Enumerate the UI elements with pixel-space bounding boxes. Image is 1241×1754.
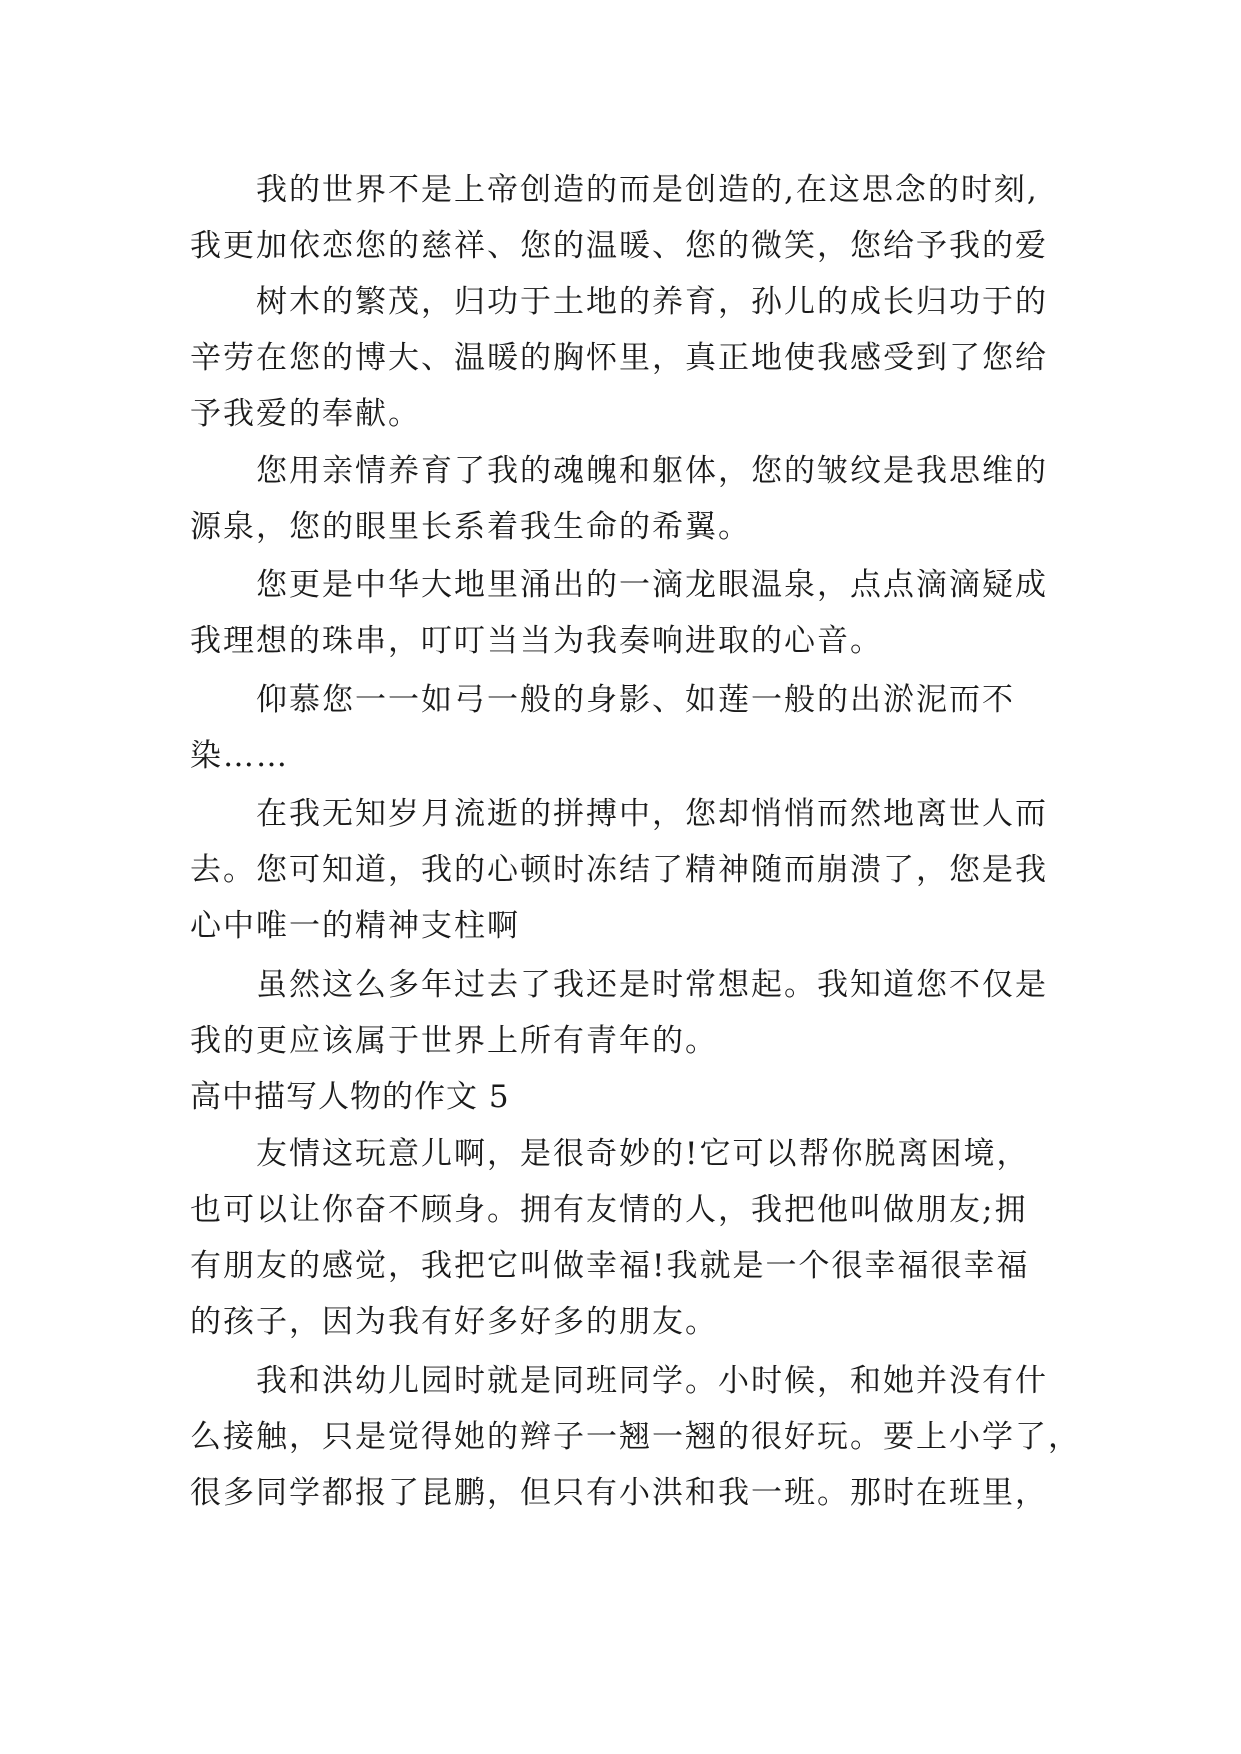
- text-line: 源泉，您的眼里长系着我生命的希翼。: [190, 509, 751, 545]
- text-line: 在我无知岁月流逝的拼搏中，您却悄悄而然地离世人而: [256, 796, 1048, 832]
- text-line: 我的世界不是上帝创造的而是创造的,在这思念的时刻,: [256, 172, 1039, 208]
- text-line: 的孩子，因为我有好多好多的朋友。: [190, 1304, 718, 1340]
- text-line: 么接触，只是觉得她的辫子一翘一翘的很好玩。要上小学了，: [190, 1419, 1081, 1455]
- text-line: 染……: [190, 738, 289, 774]
- text-line: 我的更应该属于世界上所有青年的。: [190, 1023, 718, 1059]
- text-line: 我和洪幼儿园时就是同班同学。小时候，和她并没有什: [256, 1363, 1048, 1399]
- text-line: 有朋友的感觉，我把它叫做幸福!我就是一个很幸福很幸福: [190, 1248, 1030, 1284]
- text-line: 辛劳在您的博大、温暖的胸怀里，真正地使我感受到了您给: [190, 340, 1048, 376]
- text-line: 我更加依恋您的慈祥、您的温暖、您的微笑，您给予我的爱: [190, 228, 1048, 264]
- text-line: 我理想的珠串，叮叮当当为我奏响进取的心音。: [190, 623, 883, 659]
- text-line: 树木的繁茂，归功于土地的养育，孙儿的成长归功于的: [256, 284, 1048, 320]
- text-line: 虽然这么多年过去了我还是时常想起。我知道您不仅是: [256, 967, 1048, 1003]
- text-line: 予我爱的奉献。: [190, 396, 421, 432]
- section-heading: 高中描写人物的作文 5: [190, 1079, 510, 1115]
- text-line: 心中唯一的精神支柱啊: [190, 908, 520, 944]
- text-line: 您更是中华大地里涌出的一滴龙眼温泉，点点滴滴疑成: [256, 567, 1048, 603]
- text-line: 友情这玩意儿啊，是很奇妙的!它可以帮你脱离困境，: [256, 1136, 1030, 1172]
- text-line: 很多同学都报了昆鹏，但只有小洪和我一班。那时在班里，: [190, 1475, 1048, 1511]
- text-line: 仰慕您一一如弓一般的身影、如莲一般的出淤泥而不: [256, 682, 1015, 718]
- text-line: 也可以让你奋不顾身。拥有友情的人，我把他叫做朋友;拥: [190, 1192, 1028, 1228]
- text-line: 去。您可知道，我的心顿时冻结了精神随而崩溃了，您是我: [190, 852, 1048, 888]
- text-line: 您用亲情养育了我的魂魄和躯体，您的皱纹是我思维的: [256, 453, 1048, 489]
